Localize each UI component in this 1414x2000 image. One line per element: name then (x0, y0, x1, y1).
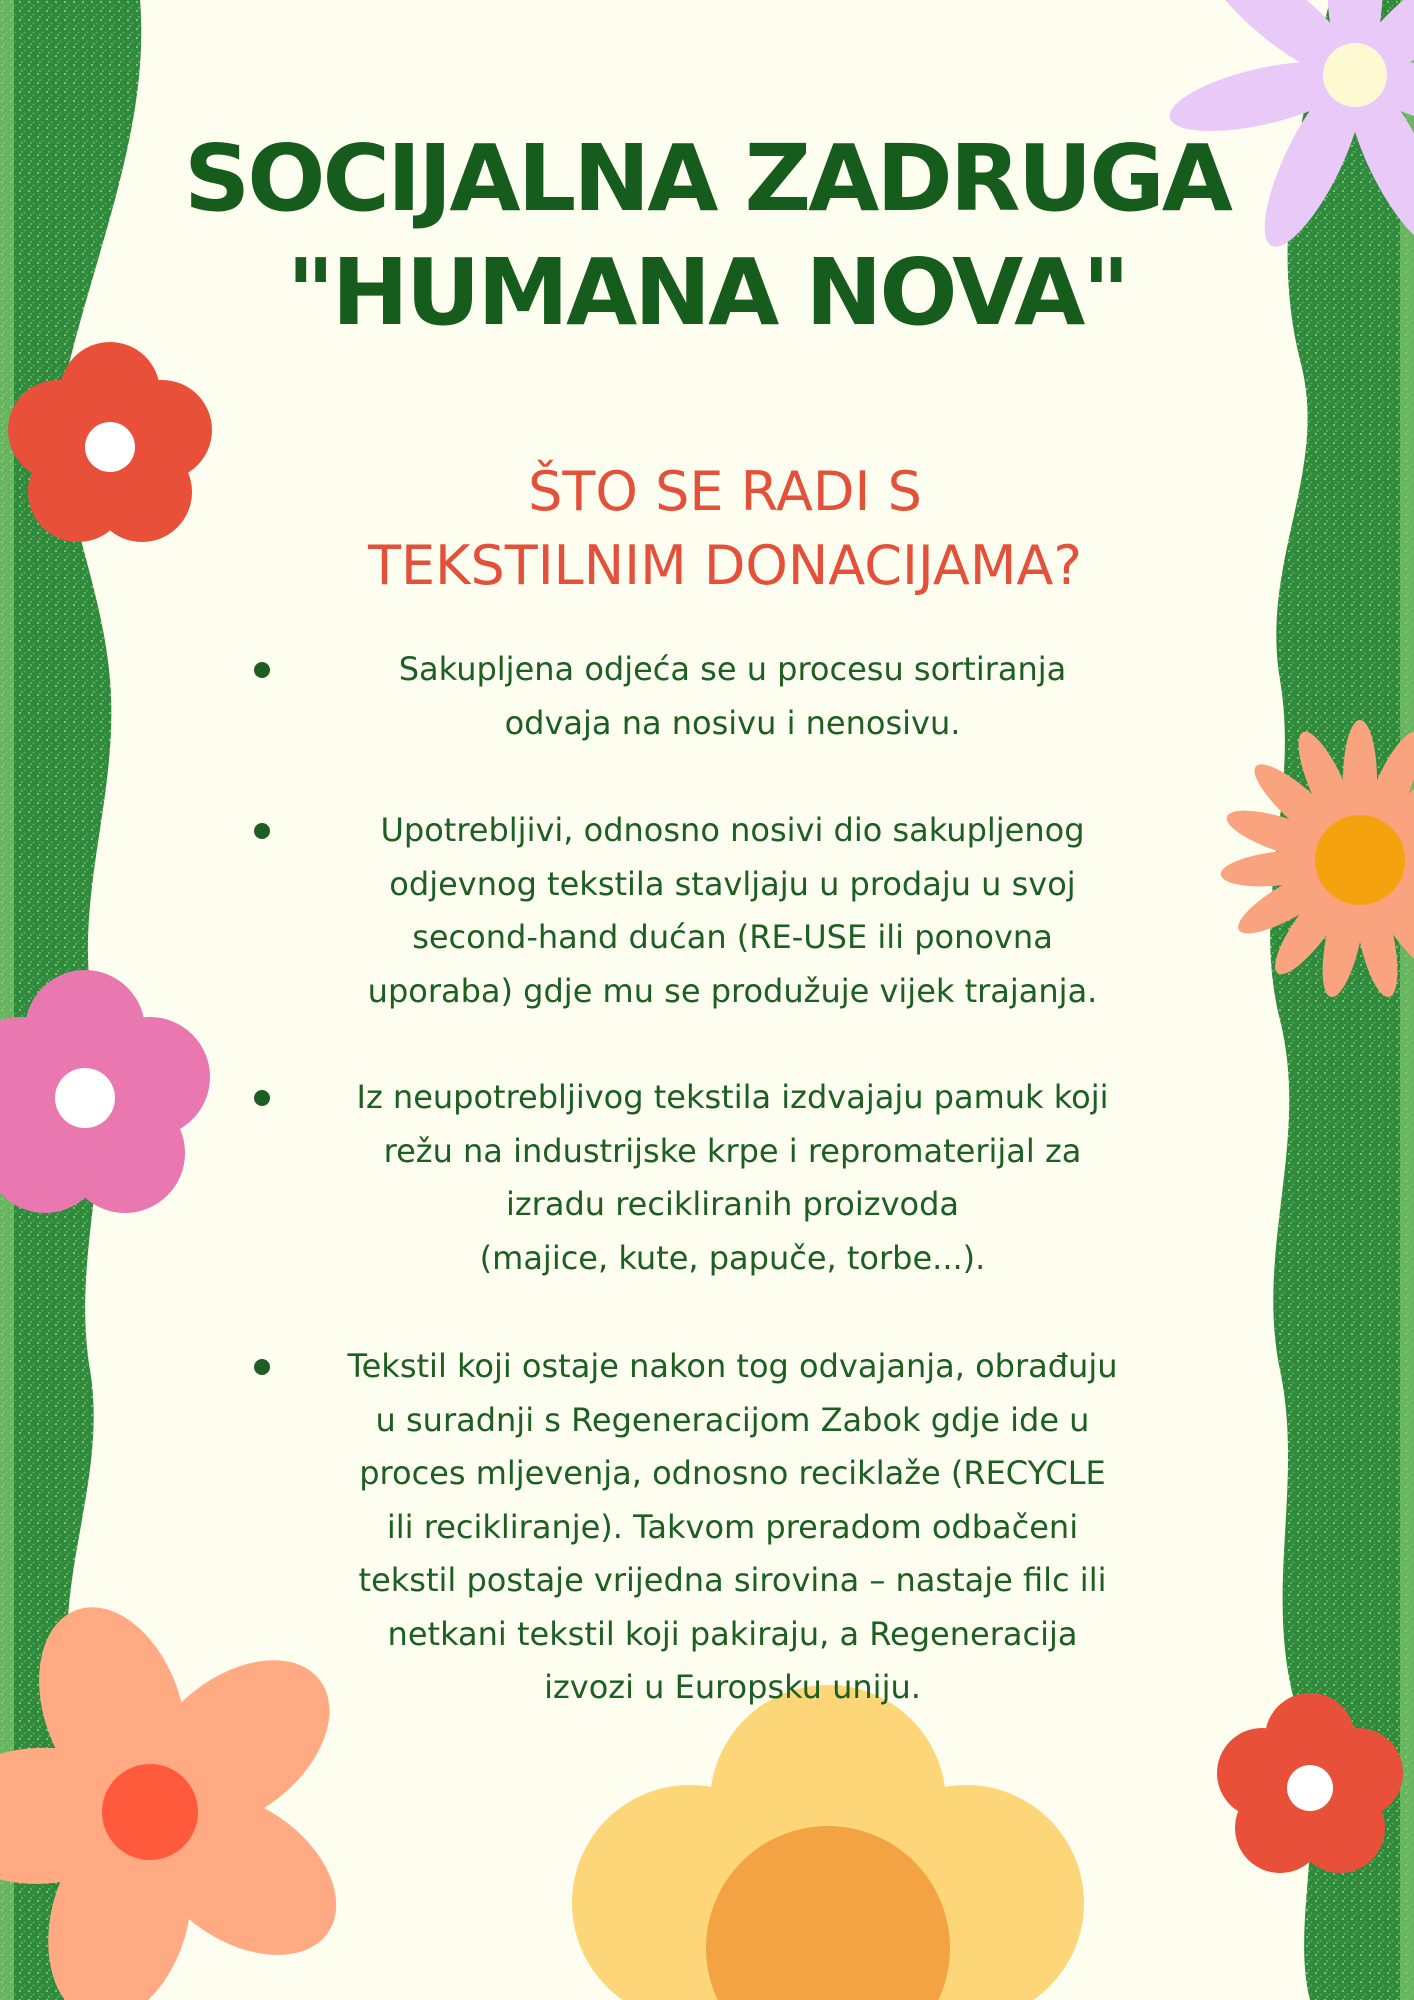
bullet-line: izvozi u Europsku uniju. (544, 1668, 921, 1706)
title-line-1: SOCIJALNA ZADRUGA (183, 125, 1231, 232)
bullet-item-cotton (240, 1071, 1225, 1285)
bullet-line: proces mljevenja, odnosno reciklaže (RECYCLE (359, 1454, 1106, 1492)
bullet-line: odvaja na nosivu i nenosivu. (504, 703, 961, 742)
bullet-dot-icon (254, 1090, 270, 1106)
bullet-line: režu na industrijske krpe i repromaterijal za (383, 1131, 1082, 1170)
bullet-line: ili recikliranje). Takvom preradom odbačeni (386, 1507, 1079, 1546)
title-line-2: "HUMANA NOVA" (286, 239, 1128, 346)
bullet-item-sorting (240, 643, 1225, 750)
bullet-line: (majice, kute, papuče, torbe...). (479, 1238, 986, 1277)
bullet-line: Iz neupotrebljivog tekstila izdvajaju pamuk koji (356, 1078, 1109, 1116)
bullet-line: tekstil postaje vrijedna sirovina – nastaje filc ili (358, 1561, 1107, 1599)
bullet-item-reuse (240, 804, 1225, 1018)
bullet-line: Tekstil koji ostaje nakon tog odvajanja, obrađuju (347, 1347, 1118, 1385)
bullet-line: u suradnji s Regeneracijom Zabok gdje ide u (375, 1400, 1090, 1439)
bullet-line: izradu recikliranih proizvoda (505, 1185, 959, 1223)
bullet-line: second-hand dućan (RE-USE ili ponovna (412, 918, 1053, 956)
section-heading (230, 455, 1220, 603)
bullet-line: netkani tekstil koji pakiraju, a Regeneracija (387, 1614, 1078, 1653)
bullet-dot-icon (254, 662, 270, 678)
bullet-dot-icon (254, 1359, 270, 1375)
page-title (0, 122, 1414, 350)
bullet-dot-icon (254, 823, 270, 839)
section-heading-line-1: ŠTO SE RADI S (528, 460, 922, 523)
bullet-line: uporaba) gdje mu se produžuje vijek trajanja. (367, 971, 1098, 1010)
section-heading-line-2: TEKSTILNIM DONACIJAMA? (367, 534, 1083, 597)
bullet-item-recycle (240, 1340, 1225, 1715)
bullet-line: Sakupljena odjeća se u procesu sortiranja (398, 650, 1067, 688)
bullet-line: Upotrebljivi, odnosno nosivi dio sakupljenog (380, 811, 1085, 849)
bullet-line: odjevnog tekstila stavljaju u prodaju u svoj (389, 864, 1076, 903)
